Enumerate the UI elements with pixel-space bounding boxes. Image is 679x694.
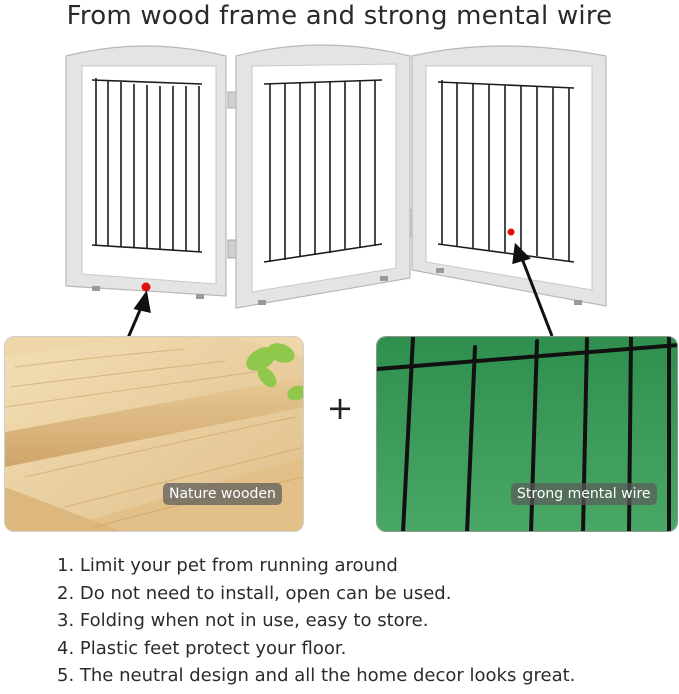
wood-marker-dot [142,283,151,292]
feature-item: 4. Plastic feet protect your floor. [57,637,347,659]
feature-item: 5. The neutral design and all the home decor looks great. [57,665,576,686]
wire-material-photo [376,336,678,532]
wire-marker-dot [508,229,515,236]
wire-caption: Strong mental wire [511,483,657,505]
gate-panel-left [66,46,226,299]
feature-list [57,552,575,690]
feature-item: 1. Limit your pet from running around [57,555,398,576]
wood-pointer-arrow [128,294,149,338]
feature-item: 2. Do not need to install, open can be used. [57,582,452,604]
feature-item: 3. Folding when not in use, easy to store. [57,610,429,631]
plus-sign: + [326,389,354,427]
wood-caption: Nature wooden [163,483,282,505]
wood-material-photo [4,336,304,532]
headline: From wood frame and strong mental wire [66,1,613,31]
folding-gate-illustration [0,38,679,338]
gate-panel-right [412,46,606,306]
gate-panel-middle [236,45,410,308]
